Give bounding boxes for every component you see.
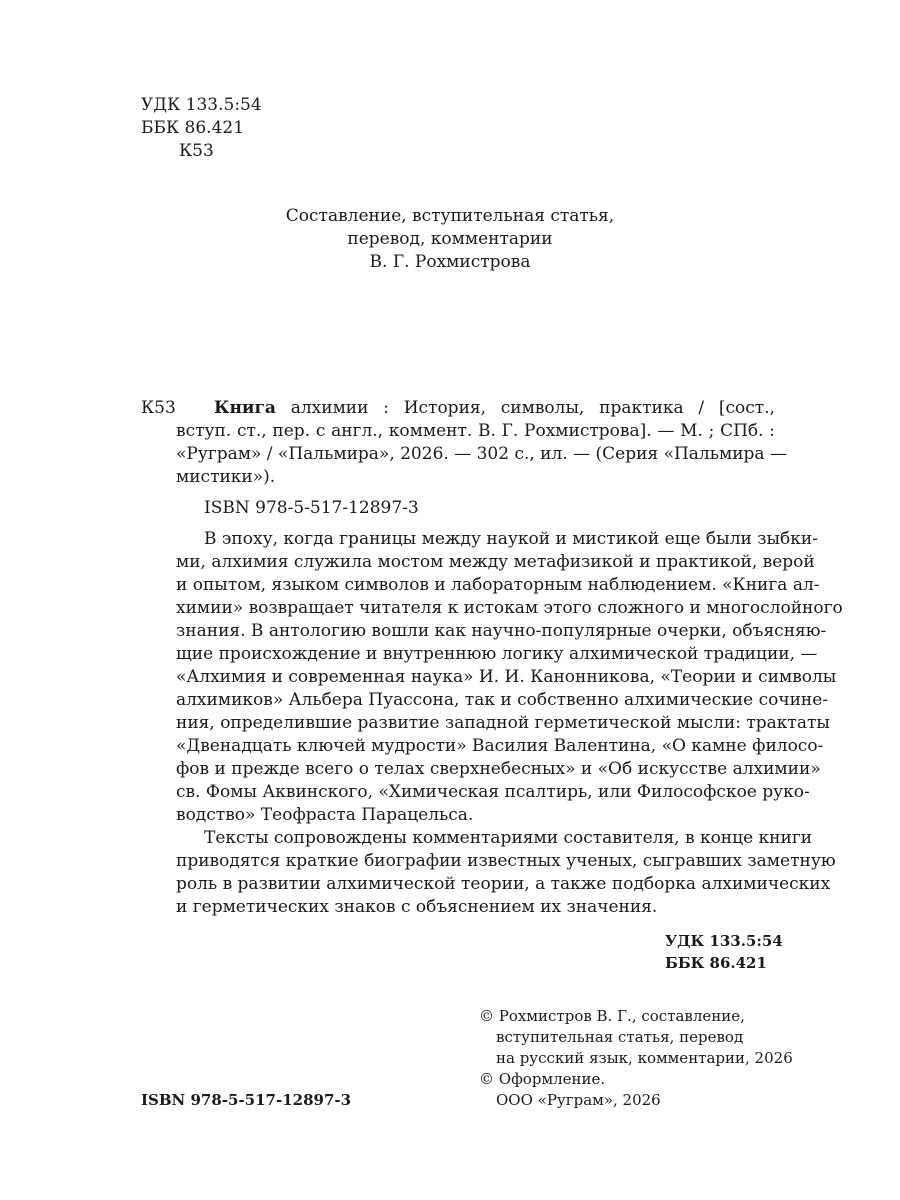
annotation-line: В эпоху, когда границы между наукой и мистикой еще были зыбки- [204, 529, 818, 549]
annotation-line: щие происхождение и внутреннюю логику алхимической традиции, — [176, 644, 818, 664]
annotation-line: ния, определившие развитие западной герметической мысли: трактаты [176, 713, 830, 733]
annotation-line: «Двенадцать ключей мудрости» Василия Валентина, «О камне филосо- [176, 736, 824, 756]
copyright-line: © Оформление. [479, 1070, 606, 1088]
annotation-line: фов и прежде всего о телах сверхнебесных» и «Об искусстве алхимии» [176, 759, 821, 779]
copyright-line: вступительная статья, перевод [496, 1028, 744, 1046]
annotation-line: роль в развитии алхимической теории, а также подборка алхимических [176, 874, 831, 894]
bibliographic-line-1-rest: алхимии : История, символы, практика / [сост., [290, 398, 775, 418]
annotation-line: Тексты сопровождены комментариями составителя, в конце книги [204, 828, 813, 848]
bbk-code: ББК 86.421 [141, 118, 245, 138]
compiler-credit-line-3: В. Г. Рохмистрова [369, 252, 531, 272]
annotation-line: химии» возвращает читателя к истокам этого сложного и многослойного [176, 598, 843, 618]
annotation-line: и герметических знаков с объяснением их значения. [176, 897, 658, 917]
bibliographic-line-2: вступ. ст., пер. с англ., коммент. В. Г. Рохмистрова]. — М. ; СПб. : [176, 421, 775, 441]
author-mark: К53 [179, 141, 214, 161]
udk-code: УДК 133.5:54 [141, 95, 262, 115]
book-title-bold: Книга [214, 398, 276, 418]
bibliographic-line-1 [214, 397, 775, 419]
bibliographic-isbn: ISBN 978-5-517-12897-3 [204, 498, 419, 518]
annotation-line: знания. В антологию вошли как научно-популярные очерки, объясняю- [176, 621, 827, 641]
copyright-line: © Рохмистров В. Г., составление, [479, 1007, 745, 1025]
compiler-credit-line-1: Составление, вступительная статья, [285, 206, 615, 226]
annotation-line: и опытом, языком символов и лабораторным наблюдением. «Книга ал- [176, 575, 820, 595]
annotation-line: приводятся краткие биографии известных ученых, сыгравших заметную [176, 851, 836, 871]
copyright-line: ООО «Ругрaм», 2026 [496, 1091, 661, 1109]
annotation-line: алхимиков» Альбера Пуассона, так и собственно алхимические сочине- [176, 690, 829, 710]
copyright-line: на русский язык, комментарии, 2026 [496, 1049, 793, 1067]
bottom-udk-code: УДК 133.5:54 [665, 932, 783, 950]
annotation-line: ми, алхимия служила мостом между метафизикой и практикой, верой [176, 552, 815, 572]
compiler-credit-line-2: перевод, комментарии [347, 229, 553, 249]
bottom-bbk-code: ББК 86.421 [665, 954, 767, 972]
annotation-line: «Алхимия и современная наука» И. И. Канонникова, «Теории и символы [176, 667, 837, 687]
annotation-line: св. Фомы Аквинского, «Химическая псалтирь, или Философское руко- [176, 782, 810, 802]
bibliographic-line-3: «Ругрaм» / «Пальмира», 2026. — 302 с., ил. — (Серия «Пальмира — [176, 444, 787, 464]
bottom-isbn: ISBN 978-5-517-12897-3 [141, 1091, 352, 1109]
bibliographic-mark: К53 [141, 398, 176, 418]
bibliographic-line-4: мистики»). [176, 467, 276, 487]
annotation-line: водство» Теофраста Парацельса. [176, 805, 474, 825]
